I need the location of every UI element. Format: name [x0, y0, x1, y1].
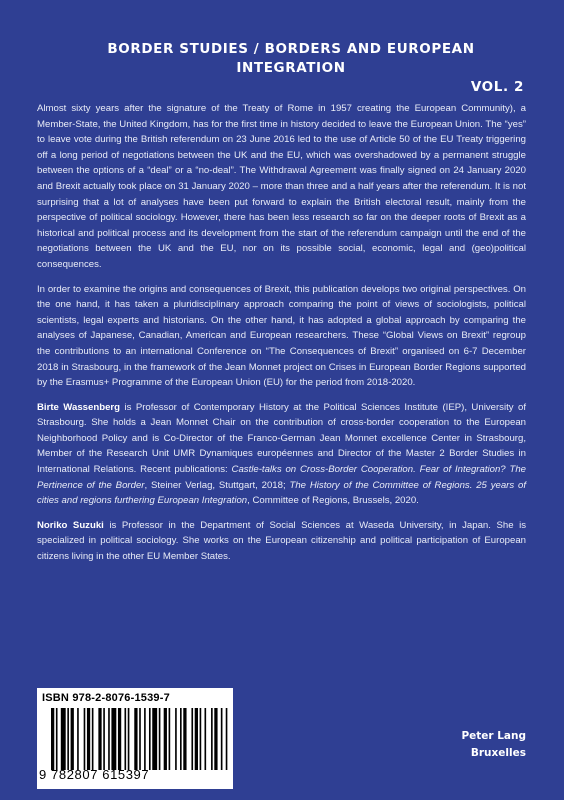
author-bio-1 — [37, 400, 526, 509]
publication-title: Castle-talks on Cross-Border Cooperation. Fear of Integration? The Pertinence of the Border — [37, 464, 527, 491]
series-title-line1: BORDER STUDIES / BORDERS AND EUROPEAN INTEGRATION — [107, 41, 475, 76]
barcode-icon — [51, 708, 229, 770]
publication-title: The History of the Committee of Regions. 25 years of cities and regions furthering European Integration — [37, 479, 527, 507]
barcode-label — [37, 688, 233, 789]
author-bio-2 — [37, 518, 526, 565]
volume-label: VOL. 2 — [470, 79, 524, 95]
blurb-paragraph-2: In order to examine the origins and consequences of Brexit, this publication develops two original perspectives. On the one hand, it has taken a pluridisciplinary approach comparing the point of views of sociologists, political scientists, legal experts and historians. On the other hand, it has adopted a global approach by comparing the analyses of Japanese, Canadian, American and European researchers. These “Global Views on Brexit” regroup the contributions to an international Conference on “The Consequences of Brexit” organised on 6-7 December 2018 in Strasbourg, in the framework of the Jean Monnet project on Crises in European Border Regions supported by the Erasmus+ Programme of the European Union (EU) for the period from 2018-2020. — [37, 283, 526, 389]
series-title — [40, 40, 524, 97]
publisher-logo — [461, 728, 526, 762]
publication-details: , Committee of Regions, Brussels, 2020. — [247, 495, 419, 507]
author-bio-text: is Professor in the Department of Social Sciences at Waseda University, in Japan. She is specialized in political sociology. She works on the European citizenship and political participation of European citizens living in the other EU Member States. — [37, 519, 526, 563]
blurb-paragraph-1: Almost sixty years after the signature of the Treaty of Rome in 1957 creating the European Community), a Member-State, the United Kingdom, has for the first time in history decided to leave the European Union. The “yes” to leave vote during the British referendum on 23 June 2016 led to the use of Article 50 of the EU Treaty triggering off a long period of negotiations between the UK and the EU, which was overshadowed by a permanent struggle between the options of a “deal” or a “no-deal”. The Withdrawal Agreement was finally signed on 24 January 2020 and Brexit actually took place on 31 January 2020 – more than three and a half years after the referendum. It is not surprising that a lot of analyses have been put forward to explain the British electoral result, mainly from the perspective of political sociology. However, there has been less research so far on the deeper roots of Brexit as a historical and political process and its development from the start of the referendum campaign until the end of the negotiations between the UK and the EU, nor on its possible social, economic, legal and (geo)political consequences. — [37, 103, 526, 270]
back-cover-text — [37, 101, 526, 574]
author-name: Noriko Suzuki — [37, 519, 104, 531]
publication-details: , Steiner Verlag, Stuttgart, 2018; — [144, 479, 290, 491]
author-name: Birte Wassenberg — [37, 401, 120, 413]
barcode-number: 9 782807 615397 — [39, 767, 150, 782]
publisher-city: Bruxelles — [470, 747, 526, 759]
publisher-name: Peter Lang — [461, 730, 526, 742]
author-bio-text: is Professor of Contemporary History at the Political Sciences Institute (IEP), University of Strasbourg. She holds a Jean Monnet Chair on the contribution of cross-border cooperation to the European Neighborhood Policy and is Co-Director of the Franco-German Jean Monnet excellence Center in Strasbourg, Member of the Research Unit UMR Dynamiques européennes and Director of the Master 2 Border Studies in International Relations. Recent publications: — [37, 401, 526, 476]
isbn-text: ISBN 978-2-8076-1539-7 — [42, 692, 170, 704]
